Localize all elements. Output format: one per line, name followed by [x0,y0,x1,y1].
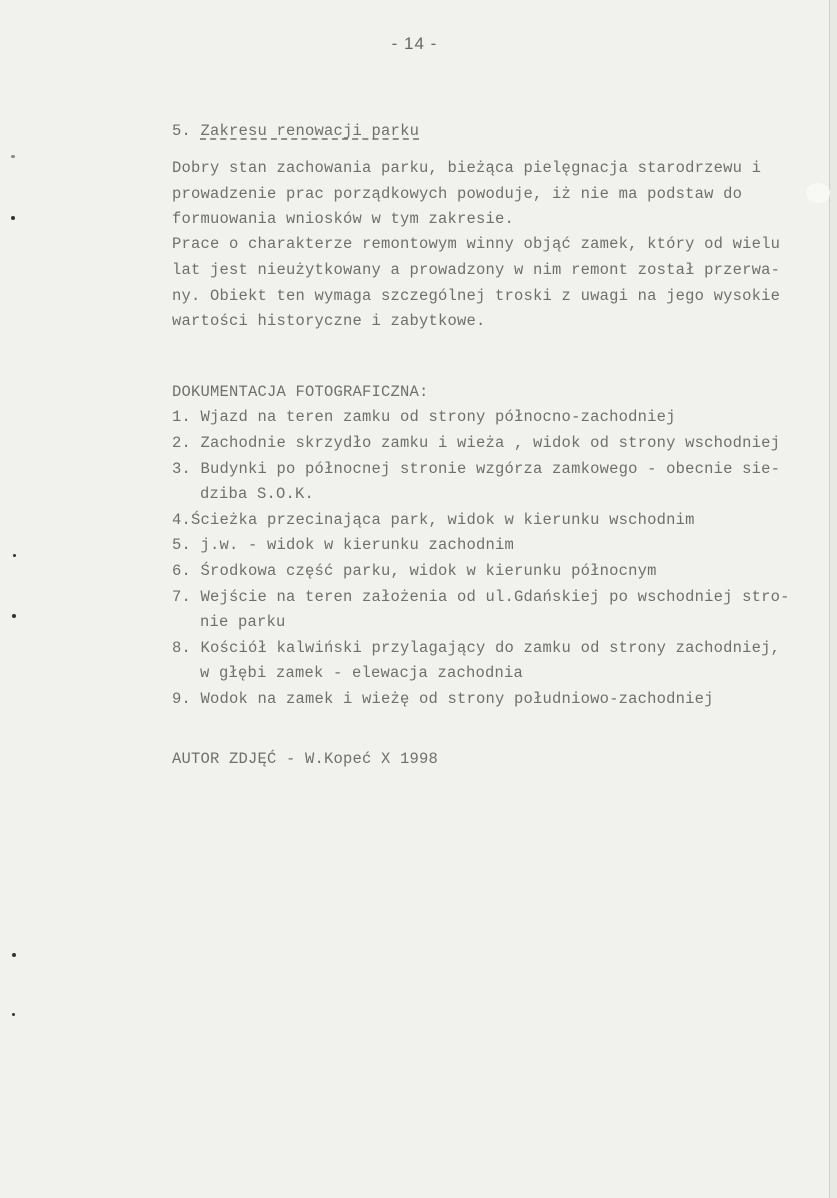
photo-item-7-cont: nie parku [200,613,286,631]
paragraph-line: formuowania wniosków w tym zakresie. [172,210,515,228]
section-heading [172,122,419,140]
photo-item-6: 6. Środkowa część parku, widok w kierunku północnym [172,562,657,580]
section-title: Zakresu renowacji parku [200,122,420,140]
page-edge [830,0,837,1198]
paragraph-line: Dobry stan zachowania parku, bieżąca pielęgnacja starodrzewu i [172,159,762,177]
paragraph-line: wartości historyczne i zabytkowe. [172,312,486,330]
photo-item-4: 4.Ścieżka przecinająca park, widok w kierunku wschodnim [172,511,695,529]
photo-item-8: 8. Kościół kalwiński przylagający do zamku od strony zachodniej, [172,639,781,657]
photo-item-8-cont: w głębi zamek - elewacja zachodnia [200,664,524,682]
photo-item-2: 2. Zachodnie skrzydło zamku i wieża , widok od strony wschodniej [172,434,781,452]
punch-mark [12,1013,15,1016]
punch-mark [11,216,15,220]
page-number: - 14 - [391,34,438,53]
section-number: 5. [172,122,192,140]
paragraph-line: ny. Obiekt ten wymaga szczególnej troski z uwagi na jego wysokie [172,287,781,305]
punch-mark [13,554,16,557]
photo-item-3: 3. Budynki po północnej stronie wzgórza zamkowego - obecnie sie- [172,460,781,478]
punch-mark [12,953,16,957]
photo-item-1: 1. Wjazd na teren zamku od strony północno-zachodniej [172,408,676,426]
photo-docs-heading: DOKUMENTACJA FOTOGRAFICZNA: [172,383,429,401]
photo-item-7: 7. Wejście na teren założenia od ul.Gdańskiej po wschodniej stro- [172,588,790,606]
paragraph-line: prowadzenie prac porządkowych powoduje, iż nie ma podstaw do [172,185,743,203]
photo-item-5: 5. j.w. - widok w kierunku zachodnim [172,536,515,554]
photo-item-9: 9. Wodok na zamek i wieżę od strony południowo-zachodniej [172,690,714,708]
paper-smudge [806,183,830,203]
photo-item-3-cont: dziba S.O.K. [200,485,315,503]
paragraph-line: Prace o charakterze remontowym winny objąć zamek, który od wielu [172,235,781,253]
punch-mark [11,155,15,158]
punch-mark [12,614,16,618]
paragraph-line: lat jest nieużytkowany a prowadzony w nim remont został przerwa- [172,261,781,279]
author-credit: AUTOR ZDJĘĆ - W.Kopeć X 1998 [172,750,439,768]
